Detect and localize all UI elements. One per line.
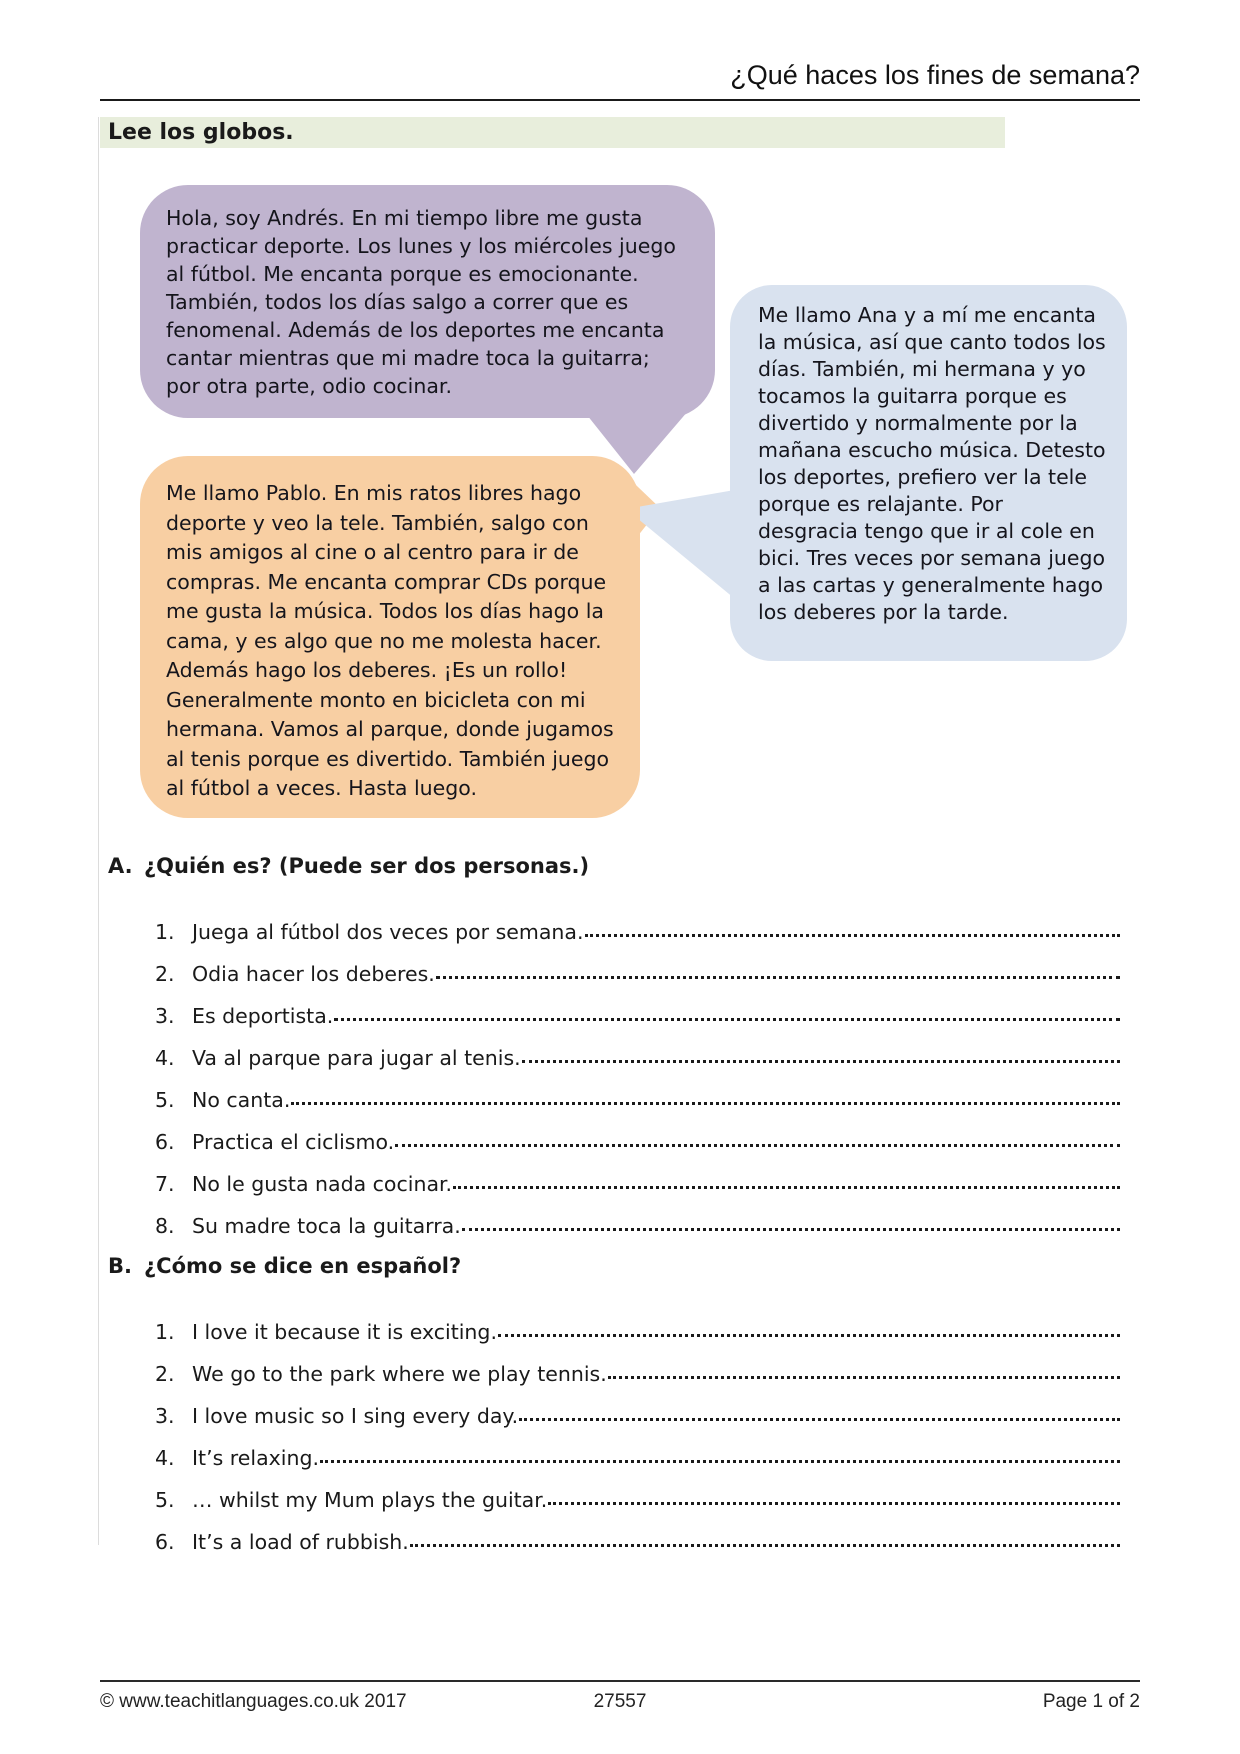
- section-a-title: ¿Quién es? (Puede ser dos personas.): [144, 854, 590, 878]
- item-number: 6.: [155, 1130, 175, 1154]
- header-rule: [100, 99, 1140, 101]
- item-number: 2.: [155, 962, 175, 986]
- item-text: Va al parque para jugar al tenis.: [192, 1046, 521, 1070]
- item-number: 3.: [155, 1404, 175, 1428]
- answer-row: [155, 1028, 1120, 1070]
- item-text: It’s a load of rubbish.: [192, 1530, 409, 1554]
- answer-line: [585, 934, 1120, 937]
- answer-line: [522, 1060, 1120, 1063]
- answer-line: [548, 1502, 1120, 1505]
- section-b-label: B.: [108, 1254, 132, 1278]
- item-text: Practica el ciclismo.: [192, 1130, 395, 1154]
- answer-row: [155, 944, 1120, 986]
- answer-line: [498, 1334, 1120, 1337]
- section-a-heading: [100, 852, 1120, 880]
- item-number: 6.: [155, 1530, 175, 1554]
- section-b: [100, 1252, 1120, 1554]
- answer-row: [155, 1470, 1120, 1512]
- answer-row: [155, 902, 1120, 944]
- item-text: We go to the park where we play tennis.: [192, 1362, 607, 1386]
- section-b-heading: [100, 1252, 1120, 1280]
- answer-row: [155, 986, 1120, 1028]
- answer-line: [462, 1228, 1120, 1231]
- item-number: 4.: [155, 1046, 175, 1070]
- item-number: 1.: [155, 920, 175, 944]
- item-number: 2.: [155, 1362, 175, 1386]
- answer-line: [519, 1418, 1120, 1421]
- answer-row: [155, 1196, 1120, 1238]
- answer-row: [155, 1428, 1120, 1470]
- instruction-label: Lee los globos.: [108, 120, 294, 145]
- item-text: Es deportista.: [192, 1004, 334, 1028]
- item-text: Juega al fútbol dos veces por semana.: [192, 920, 584, 944]
- page-title: ¿Qué haces los fines de semana?: [730, 60, 1140, 90]
- bubble-text-andres: Hola, soy Andrés. En mi tiempo libre me gusta practicar deporte. Los lunes y los miércoles juego al fútbol. Me encanta porque es emocionante. También, todos los días salgo a correr que es fenomenal. Además de los deportes me encanta cantar mientras que mi madre toca la guitarra; por otra parte, odio cocinar.: [166, 206, 676, 398]
- item-text: Su madre toca la guitarra.: [192, 1214, 461, 1238]
- item-number: 4.: [155, 1446, 175, 1470]
- answer-row: [155, 1386, 1120, 1428]
- answer-line: [436, 976, 1120, 979]
- item-text: Odia hacer los deberes.: [192, 962, 435, 986]
- item-number: 8.: [155, 1214, 175, 1238]
- answer-line: [453, 1186, 1120, 1189]
- item-text: No canta.: [192, 1088, 291, 1112]
- answer-line: [320, 1460, 1120, 1463]
- item-text: No le gusta nada cocinar.: [192, 1172, 453, 1196]
- answer-row: [155, 1070, 1120, 1112]
- section-a-label: A.: [108, 854, 133, 878]
- answer-line: [291, 1102, 1120, 1105]
- item-number: 3.: [155, 1004, 175, 1028]
- item-number: 1.: [155, 1320, 175, 1344]
- answer-row: [155, 1344, 1120, 1386]
- footer: [100, 1680, 1140, 1713]
- answer-line: [410, 1544, 1120, 1547]
- answer-row: [155, 1112, 1120, 1154]
- margin-rule: [98, 117, 99, 1545]
- item-number: 5.: [155, 1488, 175, 1512]
- speech-bubble-pablo: [140, 456, 640, 818]
- answer-row: [155, 1302, 1120, 1344]
- answer-line: [334, 1018, 1120, 1021]
- section-b-title: ¿Cómo se dice en español?: [144, 1254, 462, 1278]
- section-a: [100, 852, 1120, 1238]
- item-text: I love music so I sing every day.: [192, 1404, 519, 1428]
- instruction-bar: [100, 117, 1005, 148]
- section-a-items: [155, 902, 1120, 1238]
- speech-bubble-ana: [730, 285, 1127, 661]
- answer-row: [155, 1154, 1120, 1196]
- item-text: I love it because it is exciting.: [192, 1320, 497, 1344]
- answer-line: [608, 1376, 1120, 1379]
- bubble-text-ana: Me llamo Ana y a mí me encanta la música, así que canto todos los días. También, mi hermana y yo tocamos la guitarra porque es divertido y normalmente por la mañana escucho música. Detesto los deportes, prefiero ver la tele porque es relajante. Por desgracia tengo que ir al cole en bici. Tres veces por semana juego a las cartas y generalmente hago los deberes por la tarde.: [758, 303, 1106, 624]
- item-number: 7.: [155, 1172, 175, 1196]
- section-b-items: [155, 1302, 1120, 1554]
- bubble-tail-ana: [626, 488, 746, 608]
- footer-doc-id: 27557: [593, 1691, 647, 1712]
- speech-bubble-andres: [140, 185, 715, 418]
- bubble-text-pablo: Me llamo Pablo. En mis ratos libres hago deporte y veo la tele. También, salgo con mis amigos al cine o al centro para ir de compras. Me encanta comprar CDs porque me gusta la música. Todos los días hago la cama, y es algo que no me molesta hacer. Además hago los deberes. ¡Es un rollo! Generalmente monto en bicicleta con mi hermana. Vamos al parque, donde jugamos al tenis porque es divertido. También juego al fútbol a veces. Hasta luego.: [166, 481, 614, 800]
- answer-row: [155, 1512, 1120, 1554]
- footer-copyright: © www.teachitlanguages.co.uk 2017: [100, 1691, 407, 1712]
- footer-page-number: Page 1 of 2: [1042, 1691, 1141, 1712]
- item-text: … whilst my Mum plays the guitar.: [192, 1488, 548, 1512]
- item-number: 5.: [155, 1088, 175, 1112]
- item-text: It’s relaxing.: [192, 1446, 319, 1470]
- answer-line: [395, 1144, 1120, 1147]
